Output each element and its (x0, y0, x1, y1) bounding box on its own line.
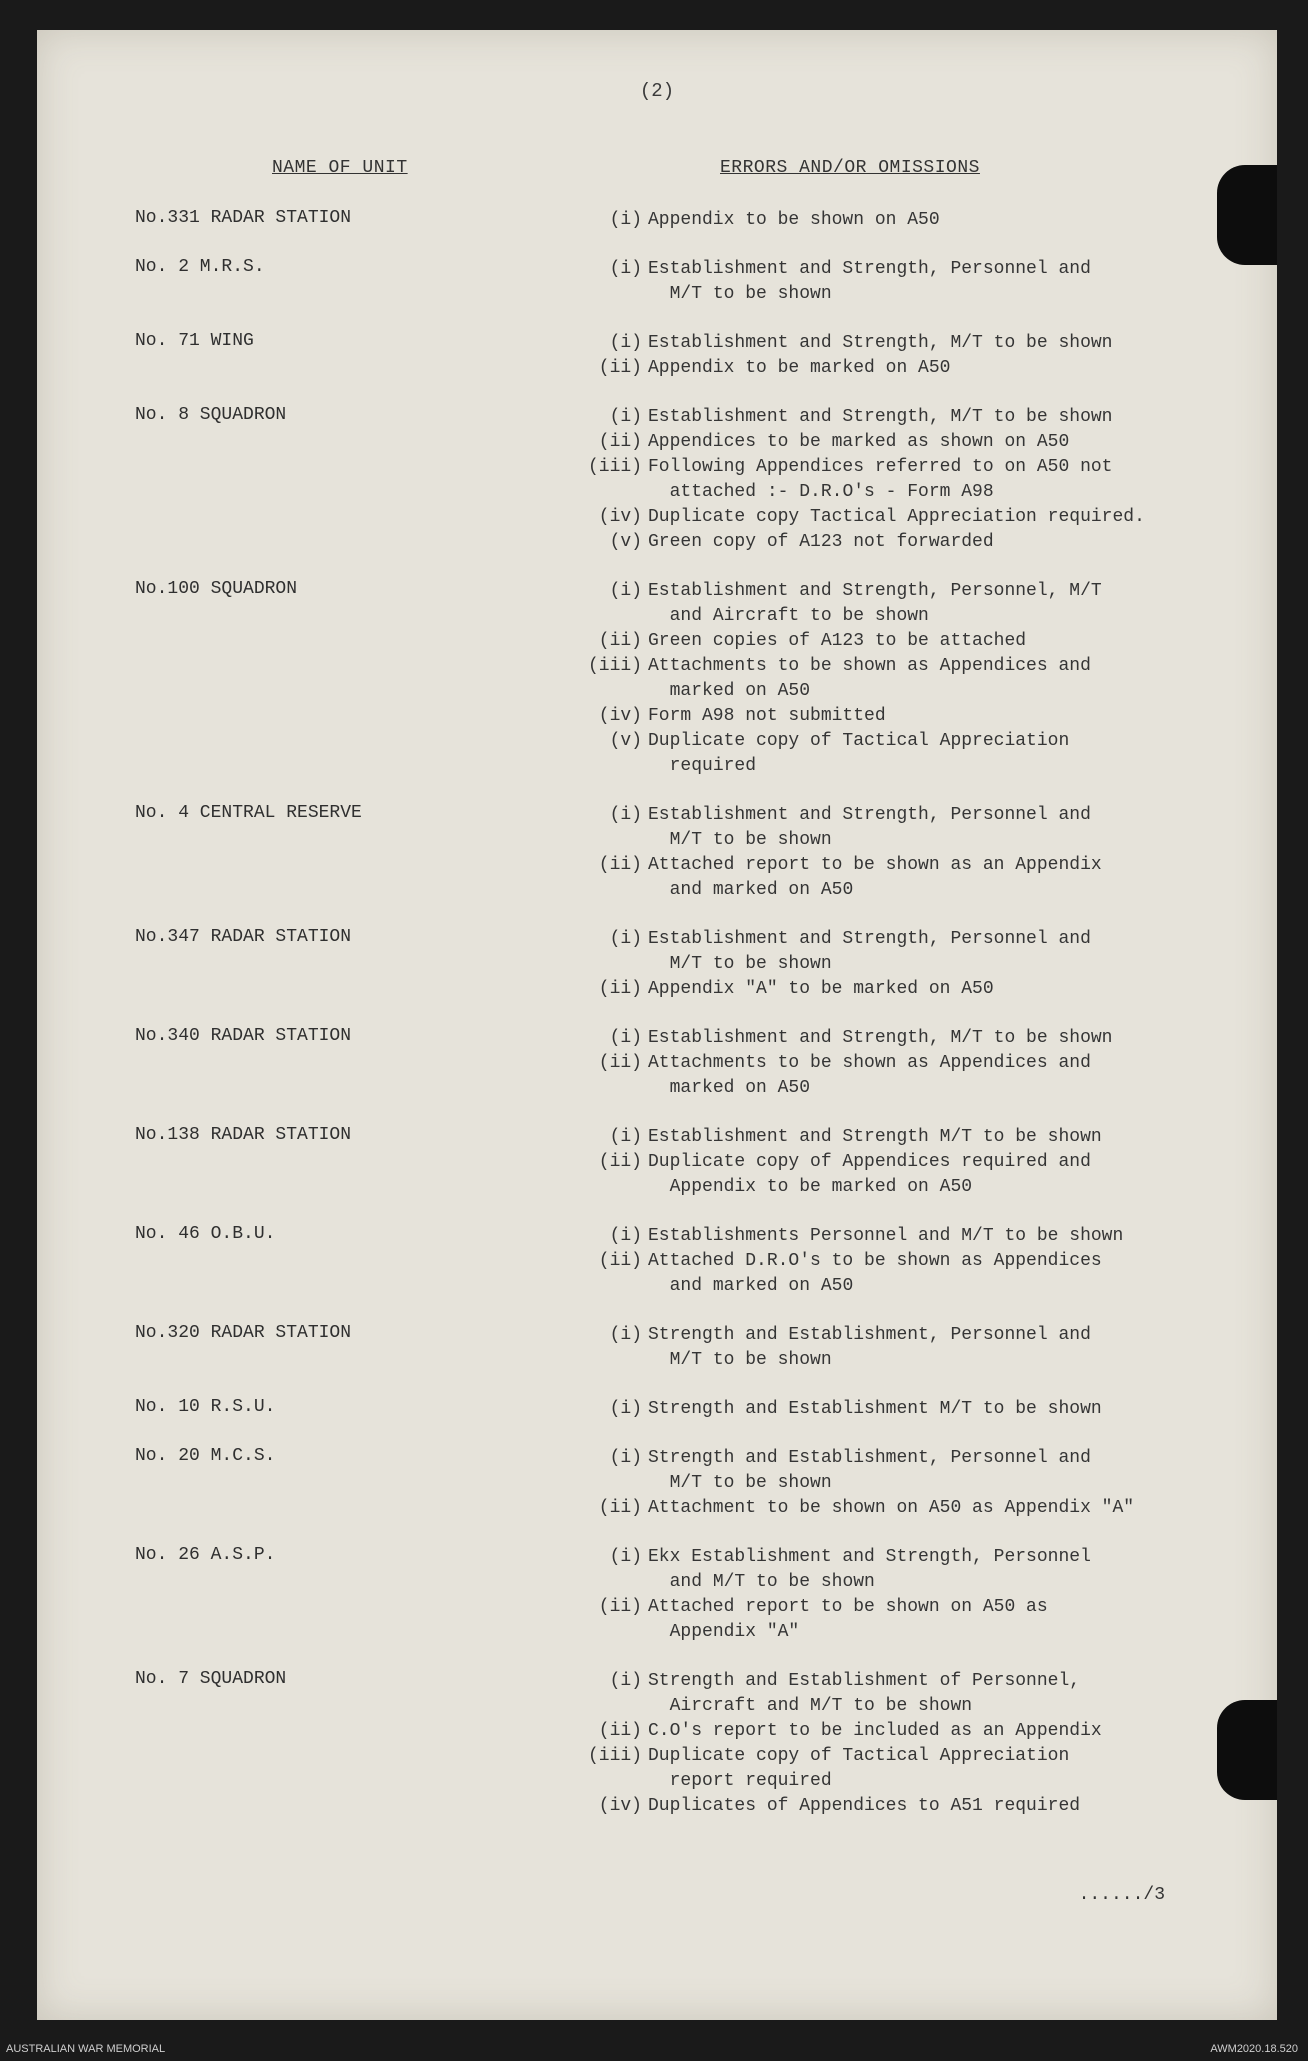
error-item (582, 405, 1222, 430)
item-text: Establishment and Strength, M/T to be shown (648, 333, 1113, 353)
error-item (582, 1224, 1222, 1249)
item-number: (i) (609, 333, 642, 353)
item-number: (iii) (587, 656, 642, 676)
error-items (582, 208, 1222, 233)
item-text: Strength and Establishment M/T to be shown (648, 1399, 1102, 1419)
unit-entry (37, 803, 1277, 903)
error-item (582, 356, 1222, 381)
unit-entry (37, 208, 1277, 233)
item-number: (i) (609, 1325, 642, 1345)
unit-name: No.320 RADAR STATION (135, 1323, 352, 1343)
error-item (582, 1150, 1222, 1200)
item-number: (i) (609, 1127, 642, 1147)
item-text: Attached report to be shown as an Appendix and marked on A50 (648, 855, 1102, 900)
item-number: (iv) (598, 507, 642, 527)
unit-name: No. 46 O.B.U. (135, 1224, 276, 1244)
item-number: (i) (609, 1399, 642, 1419)
item-text: Form A98 not submitted (648, 706, 886, 726)
item-text: Ekx Establishment and Strength, Personnel and M/T to be shown (648, 1547, 1091, 1592)
item-number: (v) (609, 731, 642, 751)
item-text: Following Appendices referred to on A50 not attached :- D.R.O's - Form A98 (648, 457, 1113, 502)
error-item (582, 1051, 1222, 1101)
footer-institution: AUSTRALIAN WAR MEMORIAL (6, 2043, 166, 2055)
error-items (582, 1397, 1222, 1422)
item-text: Green copies of A123 to be attached (648, 631, 1027, 651)
item-text: Duplicate copy of Tactical Appreciation required (648, 731, 1070, 776)
unit-entry (37, 1224, 1277, 1299)
item-text: Appendix to be marked on A50 (648, 358, 951, 378)
column-header-unit: NAME OF UNIT (272, 158, 408, 178)
error-items (582, 1323, 1222, 1373)
item-number: (ii) (598, 1721, 642, 1741)
unit-entry (37, 257, 1277, 307)
error-item (582, 331, 1222, 356)
error-items (582, 803, 1222, 903)
item-text: Establishment and Strength, Personnel and M/T to be shown (648, 805, 1091, 850)
error-item (582, 977, 1222, 1002)
error-item (582, 1794, 1222, 1819)
item-number: (i) (609, 259, 642, 279)
continued-marker: ....../3 (1078, 1885, 1165, 1905)
error-item (582, 505, 1222, 530)
unit-entry (37, 1446, 1277, 1521)
item-text: Establishments Personnel and M/T to be shown (648, 1226, 1124, 1246)
error-item (582, 430, 1222, 455)
item-text: Attachments to be shown as Appendices and marked on A50 (648, 1053, 1091, 1098)
error-item (582, 729, 1222, 779)
item-number: (iii) (587, 1746, 642, 1766)
item-number: (iv) (598, 1796, 642, 1816)
error-items (582, 1446, 1222, 1521)
item-text: Attachment to be shown on A50 as Appendix "A" (648, 1498, 1135, 1518)
item-number: (iv) (598, 706, 642, 726)
unit-name: No.340 RADAR STATION (135, 1026, 352, 1046)
unit-entry (37, 1545, 1277, 1645)
error-items (582, 1669, 1222, 1819)
item-number: (ii) (598, 1251, 642, 1271)
error-item (582, 257, 1222, 307)
item-number: (i) (609, 1671, 642, 1691)
item-text: Duplicates of Appendices to A51 required (648, 1796, 1081, 1816)
document-page (37, 30, 1277, 2020)
item-text: Duplicate copy of Tactical Appreciation report required (648, 1746, 1070, 1791)
item-text: Strength and Establishment, Personnel and M/T to be shown (648, 1448, 1091, 1493)
error-item (582, 1026, 1222, 1051)
unit-name: No. 20 M.C.S. (135, 1446, 276, 1466)
item-text: Green copy of A123 not forwarded (648, 532, 994, 552)
item-number: (ii) (598, 855, 642, 875)
error-item (582, 208, 1222, 233)
item-text: Establishment and Strength, Personnel and M/T to be shown (648, 259, 1091, 304)
page-number: (2) (639, 80, 675, 102)
item-number: (i) (609, 805, 642, 825)
item-text: C.O's report to be included as an Appendix (648, 1721, 1102, 1741)
error-items (582, 927, 1222, 1002)
error-item (582, 1744, 1222, 1794)
item-text: Duplicate copy of Appendices required and Appendix to be marked on A50 (648, 1152, 1091, 1197)
item-number: (ii) (598, 1053, 642, 1073)
error-item (582, 530, 1222, 555)
item-text: Duplicate copy Tactical Appreciation required. (648, 507, 1145, 527)
unit-name: No. 71 WING (135, 331, 254, 351)
error-item (582, 1323, 1222, 1373)
error-item (582, 1446, 1222, 1496)
unit-name: No.138 RADAR STATION (135, 1125, 352, 1145)
column-header-errors: ERRORS AND/OR OMISSIONS (720, 158, 980, 178)
error-items (582, 1224, 1222, 1299)
item-number: (ii) (598, 1152, 642, 1172)
error-item (582, 1669, 1222, 1719)
item-number: (i) (609, 929, 642, 949)
error-item (582, 654, 1222, 704)
unit-entry (37, 579, 1277, 779)
error-item (582, 803, 1222, 853)
unit-entry (37, 331, 1277, 381)
error-items (582, 405, 1222, 555)
unit-name: No. 2 M.R.S. (135, 257, 265, 277)
unit-name: No.100 SQUADRON (135, 579, 298, 599)
item-text: Attachments to be shown as Appendices and marked on A50 (648, 656, 1091, 701)
item-number: (ii) (598, 358, 642, 378)
item-number: (ii) (598, 432, 642, 452)
item-number: (i) (609, 407, 642, 427)
error-item (582, 1545, 1222, 1595)
item-text: Appendix "A" to be marked on A50 (648, 979, 994, 999)
item-text: Appendices to be marked as shown on A50 (648, 432, 1070, 452)
error-item (582, 579, 1222, 629)
error-items (582, 1026, 1222, 1101)
error-item (582, 455, 1222, 505)
item-number: (ii) (598, 1597, 642, 1617)
item-number: (iii) (587, 457, 642, 477)
item-text: Appendix to be shown on A50 (648, 210, 940, 230)
item-text: Attached report to be shown on A50 as Appendix "A" (648, 1597, 1048, 1642)
unit-name: No.347 RADAR STATION (135, 927, 352, 947)
error-item (582, 629, 1222, 654)
item-text: Establishment and Strength, M/T to be shown (648, 1028, 1113, 1048)
entries-list (37, 208, 1277, 1843)
unit-name: No. 8 SQUADRON (135, 405, 287, 425)
item-text: Establishment and Strength M/T to be shown (648, 1127, 1102, 1147)
error-item (582, 927, 1222, 977)
error-item (582, 1125, 1222, 1150)
item-text: Establishment and Strength, M/T to be shown (648, 407, 1113, 427)
error-item (582, 704, 1222, 729)
unit-name: No.331 RADAR STATION (135, 208, 352, 228)
error-item (582, 1249, 1222, 1299)
footer-reference: AWM2020.18.520 (1210, 2043, 1298, 2055)
item-number: (i) (609, 1448, 642, 1468)
unit-name: No. 10 R.S.U. (135, 1397, 276, 1417)
error-item (582, 1496, 1222, 1521)
error-items (582, 1545, 1222, 1645)
error-items (582, 257, 1222, 307)
unit-entry (37, 1026, 1277, 1101)
item-text: Strength and Establishment, Personnel and M/T to be shown (648, 1325, 1091, 1370)
item-number: (i) (609, 1226, 642, 1246)
item-number: (i) (609, 1547, 642, 1567)
error-item (582, 1595, 1222, 1645)
unit-name: No. 7 SQUADRON (135, 1669, 287, 1689)
error-item (582, 853, 1222, 903)
item-text: Establishment and Strength, Personnel and M/T to be shown (648, 929, 1091, 974)
error-item (582, 1719, 1222, 1744)
error-items (582, 579, 1222, 779)
unit-entry (37, 405, 1277, 555)
item-number: (v) (609, 532, 642, 552)
error-items (582, 331, 1222, 381)
item-number: (ii) (598, 1498, 642, 1518)
item-number: (ii) (598, 631, 642, 651)
item-number: (ii) (598, 979, 642, 999)
unit-entry (37, 1669, 1277, 1819)
item-text: Establishment and Strength, Personnel, M/T and Aircraft to be shown (648, 581, 1102, 626)
item-number: (i) (609, 581, 642, 601)
item-text: Attached D.R.O's to be shown as Appendices and marked on A50 (648, 1251, 1102, 1296)
unit-entry (37, 1323, 1277, 1373)
unit-name: No. 4 CENTRAL RESERVE (135, 803, 362, 823)
item-text: Strength and Establishment of Personnel, Aircraft and M/T to be shown (648, 1671, 1081, 1716)
error-items (582, 1125, 1222, 1200)
error-item (582, 1397, 1222, 1422)
item-number: (i) (609, 210, 642, 230)
item-number: (i) (609, 1028, 642, 1048)
unit-entry (37, 927, 1277, 1002)
unit-entry (37, 1397, 1277, 1422)
unit-entry (37, 1125, 1277, 1200)
unit-name: No. 26 A.S.P. (135, 1545, 276, 1565)
